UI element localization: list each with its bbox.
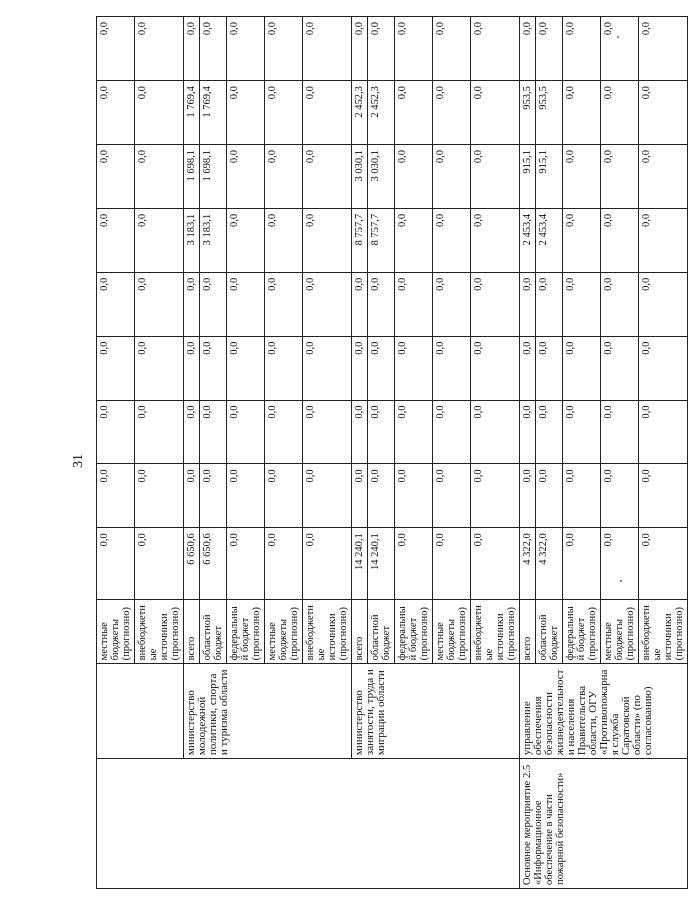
amount-cell: 0,0 bbox=[563, 81, 601, 145]
amount-cell: 0,0 bbox=[601, 528, 639, 600]
amount-cell: 0,0 bbox=[303, 464, 352, 528]
amount-cell: 0,0 bbox=[520, 336, 536, 400]
amount-cell: 0,0 bbox=[395, 528, 433, 600]
amount-cell: 0,0 bbox=[433, 464, 471, 528]
amount-cell: 0,0 bbox=[395, 400, 433, 464]
funding-source-cell: местные бюджеты (прогнозно) bbox=[265, 600, 303, 664]
amount-cell: 0,0 bbox=[601, 208, 639, 272]
amount-cell: 0,0 bbox=[303, 272, 352, 336]
amount-cell: 1 698,1 bbox=[184, 144, 200, 208]
amount-cell: 1 698,1 bbox=[200, 144, 227, 208]
amount-cell: 0,0 bbox=[471, 17, 520, 81]
amount-cell: 0,0 bbox=[395, 144, 433, 208]
amount-cell: 4 322,0 bbox=[520, 528, 536, 600]
amount-cell: 0,0 bbox=[639, 336, 688, 400]
amount-cell: 0,0 bbox=[433, 208, 471, 272]
amount-cell: 0,0 bbox=[471, 208, 520, 272]
rotated-table-container bbox=[96, 16, 685, 889]
amount-cell: 14 240,1 bbox=[352, 528, 368, 600]
amount-cell: 3 183,1 bbox=[200, 208, 227, 272]
amount-cell: 0,0 bbox=[265, 208, 303, 272]
amount-cell: 0,0 bbox=[368, 464, 395, 528]
amount-cell: 8 757,7 bbox=[352, 208, 368, 272]
amount-cell: 0,0 bbox=[563, 272, 601, 336]
amount-cell: 0,0 bbox=[97, 464, 135, 528]
amount-cell: 0,0 bbox=[135, 400, 184, 464]
amount-cell: 0,0 bbox=[184, 400, 200, 464]
funding-source-cell: федеральный бюджет (прогнозно) bbox=[563, 600, 601, 664]
funding-source-cell: местные бюджеты (прогнозно) bbox=[433, 600, 471, 664]
amount-cell: 0,0 bbox=[227, 528, 265, 600]
amount-cell: 0,0 bbox=[97, 208, 135, 272]
table-row bbox=[520, 17, 536, 889]
amount-cell: 0,0 bbox=[227, 17, 265, 81]
executor-cell-empty bbox=[97, 664, 184, 759]
amount-cell: 0,0 bbox=[303, 17, 352, 81]
amount-cell: 0,0 bbox=[563, 144, 601, 208]
amount-cell: 0,0 bbox=[563, 400, 601, 464]
amount-cell: 6 650,6 bbox=[184, 528, 200, 600]
amount-cell: 2 453,4 bbox=[520, 208, 536, 272]
amount-cell: 0,0 bbox=[639, 144, 688, 208]
amount-cell: 0,0 bbox=[520, 464, 536, 528]
amount-cell: 0,0 bbox=[563, 528, 601, 600]
funding-source-cell: областной бюджет bbox=[536, 600, 563, 664]
funding-source-cell: внебюджетные источники (прогнозно) bbox=[639, 600, 688, 664]
amount-cell: 0,0 bbox=[200, 336, 227, 400]
scan-speck bbox=[617, 36, 619, 38]
table-row bbox=[184, 17, 200, 889]
table-row bbox=[97, 17, 135, 889]
amount-cell: 0,0 bbox=[303, 208, 352, 272]
amount-cell: 0,0 bbox=[433, 17, 471, 81]
amount-cell: 0,0 bbox=[471, 81, 520, 145]
amount-cell: 0,0 bbox=[303, 336, 352, 400]
table-row bbox=[352, 17, 368, 889]
amount-cell: 0,0 bbox=[200, 464, 227, 528]
amount-cell: 0,0 bbox=[135, 208, 184, 272]
amount-cell: 0,0 bbox=[200, 17, 227, 81]
amount-cell: 0,0 bbox=[563, 208, 601, 272]
amount-cell: 0,0 bbox=[352, 400, 368, 464]
amount-cell: 0,0 bbox=[601, 464, 639, 528]
amount-cell: 0,0 bbox=[520, 17, 536, 81]
amount-cell: 0,0 bbox=[97, 400, 135, 464]
executor-cell: министерство молодежной политики, спорта и туризма области bbox=[184, 664, 352, 759]
amount-cell: 3 030,1 bbox=[352, 144, 368, 208]
measure-cell: Основное мероприятие 2.5 «Информационное обеспечение в части пожарной безопасности» bbox=[520, 759, 688, 889]
amount-cell: 0,0 bbox=[265, 464, 303, 528]
amount-cell: 0,0 bbox=[639, 17, 688, 81]
measure-cell-empty bbox=[97, 759, 520, 889]
amount-cell: 0,0 bbox=[184, 464, 200, 528]
amount-cell: 915,1 bbox=[520, 144, 536, 208]
funding-source-cell: местные бюджеты (прогнозно) bbox=[601, 600, 639, 664]
amount-cell: 0,0 bbox=[97, 272, 135, 336]
amount-cell: 0,0 bbox=[639, 464, 688, 528]
amount-cell: 0,0 bbox=[536, 336, 563, 400]
amount-cell: 0,0 bbox=[227, 208, 265, 272]
amount-cell: 0,0 bbox=[520, 400, 536, 464]
amount-cell: 0,0 bbox=[520, 272, 536, 336]
amount-cell: 0,0 bbox=[135, 144, 184, 208]
amount-cell: 0,0 bbox=[471, 336, 520, 400]
amount-cell: 0,0 bbox=[433, 336, 471, 400]
amount-cell: 2 452,3 bbox=[368, 81, 395, 145]
amount-cell: 0,0 bbox=[184, 17, 200, 81]
amount-cell: 2 453,4 bbox=[536, 208, 563, 272]
amount-cell: 0,0 bbox=[471, 528, 520, 600]
amount-cell: 0,0 bbox=[135, 528, 184, 600]
amount-cell: 0,0 bbox=[536, 17, 563, 81]
amount-cell: 0,0 bbox=[433, 81, 471, 145]
amount-cell: 3 030,1 bbox=[368, 144, 395, 208]
funding-source-cell: всего bbox=[520, 600, 536, 664]
amount-cell: 0,0 bbox=[433, 528, 471, 600]
amount-cell: 0,0 bbox=[368, 17, 395, 81]
page-number: 31 bbox=[71, 454, 86, 468]
amount-cell: 0,0 bbox=[97, 144, 135, 208]
amount-cell: 0,0 bbox=[135, 464, 184, 528]
amount-cell: 0,0 bbox=[97, 81, 135, 145]
amount-cell: 14 240,1 bbox=[368, 528, 395, 600]
amount-cell: 0,0 bbox=[184, 272, 200, 336]
amount-cell: 8 757,7 bbox=[368, 208, 395, 272]
amount-cell: 0,0 bbox=[352, 17, 368, 81]
amount-cell: 0,0 bbox=[563, 336, 601, 400]
amount-cell: 1 769,4 bbox=[184, 81, 200, 145]
amount-cell: 0,0 bbox=[601, 81, 639, 145]
amount-cell: 0,0 bbox=[395, 81, 433, 145]
amount-cell: 0,0 bbox=[601, 400, 639, 464]
amount-cell: 0,0 bbox=[227, 400, 265, 464]
amount-cell: 0,0 bbox=[265, 144, 303, 208]
amount-cell: 0,0 bbox=[639, 528, 688, 600]
amount-cell: 0,0 bbox=[265, 17, 303, 81]
amount-cell: 0,0 bbox=[265, 400, 303, 464]
executor-cell: управление обеспечения безопасности жизнедеятельности населения Правительства области, ОГУ «Противопожарная служба Саратовской области» (по согласованию) bbox=[520, 664, 688, 759]
budget-table bbox=[96, 16, 688, 889]
funding-source-cell: всего bbox=[184, 600, 200, 664]
amount-cell: 0,0 bbox=[303, 400, 352, 464]
amount-cell: 0,0 bbox=[601, 144, 639, 208]
amount-cell: 0,0 bbox=[265, 272, 303, 336]
amount-cell: 0,0 bbox=[135, 81, 184, 145]
amount-cell: 0,0 bbox=[563, 464, 601, 528]
amount-cell: 0,0 bbox=[601, 336, 639, 400]
amount-cell: 0,0 bbox=[352, 272, 368, 336]
scan-speck bbox=[620, 580, 622, 582]
funding-source-cell: всего bbox=[352, 600, 368, 664]
funding-source-cell: внебюджетные источники (прогнозно) bbox=[471, 600, 520, 664]
amount-cell: 0,0 bbox=[200, 272, 227, 336]
amount-cell: 0,0 bbox=[639, 81, 688, 145]
amount-cell: 0,0 bbox=[471, 144, 520, 208]
amount-cell: 0,0 bbox=[368, 400, 395, 464]
amount-cell: 2 452,3 bbox=[352, 81, 368, 145]
amount-cell: 0,0 bbox=[303, 528, 352, 600]
amount-cell: 0,0 bbox=[227, 464, 265, 528]
amount-cell: 0,0 bbox=[352, 336, 368, 400]
amount-cell: 953,5 bbox=[520, 81, 536, 145]
amount-cell: 0,0 bbox=[601, 272, 639, 336]
amount-cell: 0,0 bbox=[433, 400, 471, 464]
amount-cell: 0,0 bbox=[265, 81, 303, 145]
amount-cell: 0,0 bbox=[395, 208, 433, 272]
amount-cell: 3 183,1 bbox=[184, 208, 200, 272]
amount-cell: 0,0 bbox=[135, 272, 184, 336]
amount-cell: 0,0 bbox=[536, 400, 563, 464]
amount-cell: 0,0 bbox=[471, 464, 520, 528]
amount-cell: 0,0 bbox=[368, 272, 395, 336]
funding-source-cell: федеральный бюджет (прогнозно) bbox=[227, 600, 265, 664]
amount-cell: 0,0 bbox=[135, 17, 184, 81]
amount-cell: 0,0 bbox=[97, 336, 135, 400]
amount-cell: 0,0 bbox=[639, 400, 688, 464]
amount-cell: 0,0 bbox=[227, 336, 265, 400]
amount-cell: 0,0 bbox=[639, 272, 688, 336]
funding-source-cell: федеральный бюджет (прогнозно) bbox=[395, 600, 433, 664]
amount-cell: 0,0 bbox=[536, 272, 563, 336]
amount-cell: 0,0 bbox=[265, 528, 303, 600]
funding-source-cell: внебюджетные источники (прогнозно) bbox=[135, 600, 184, 664]
amount-cell: 0,0 bbox=[395, 17, 433, 81]
amount-cell: 0,0 bbox=[395, 272, 433, 336]
amount-cell: 0,0 bbox=[97, 528, 135, 600]
amount-cell: 0,0 bbox=[135, 336, 184, 400]
amount-cell: 0,0 bbox=[200, 400, 227, 464]
amount-cell: 1 769,4 bbox=[200, 81, 227, 145]
funding-source-cell: областной бюджет bbox=[200, 600, 227, 664]
amount-cell: 915,1 bbox=[536, 144, 563, 208]
amount-cell: 0,0 bbox=[184, 336, 200, 400]
amount-cell: 0,0 bbox=[227, 144, 265, 208]
amount-cell: 0,0 bbox=[303, 81, 352, 145]
amount-cell: 0,0 bbox=[536, 464, 563, 528]
amount-cell: 0,0 bbox=[601, 17, 639, 81]
amount-cell: 0,0 bbox=[639, 208, 688, 272]
amount-cell: 0,0 bbox=[227, 81, 265, 145]
funding-source-cell: областной бюджет bbox=[368, 600, 395, 664]
amount-cell: 0,0 bbox=[97, 17, 135, 81]
amount-cell: 0,0 bbox=[265, 336, 303, 400]
executor-cell: министерство занятости, труда и миграции области bbox=[352, 664, 520, 759]
amount-cell: 0,0 bbox=[303, 144, 352, 208]
amount-cell: 0,0 bbox=[395, 464, 433, 528]
amount-cell: 0,0 bbox=[433, 144, 471, 208]
amount-cell: 0,0 bbox=[395, 336, 433, 400]
funding-source-cell: внебюджетные источники (прогнозно) bbox=[303, 600, 352, 664]
amount-cell: 0,0 bbox=[471, 272, 520, 336]
amount-cell: 0,0 bbox=[433, 272, 471, 336]
amount-cell: 0,0 bbox=[471, 400, 520, 464]
amount-cell: 953,5 bbox=[536, 81, 563, 145]
amount-cell: 6 650,6 bbox=[200, 528, 227, 600]
amount-cell: 4 322,0 bbox=[536, 528, 563, 600]
amount-cell: 0,0 bbox=[227, 272, 265, 336]
amount-cell: 0,0 bbox=[352, 464, 368, 528]
amount-cell: 0,0 bbox=[368, 336, 395, 400]
funding-source-cell: местные бюджеты (прогнозно) bbox=[97, 600, 135, 664]
amount-cell: 0,0 bbox=[563, 17, 601, 81]
